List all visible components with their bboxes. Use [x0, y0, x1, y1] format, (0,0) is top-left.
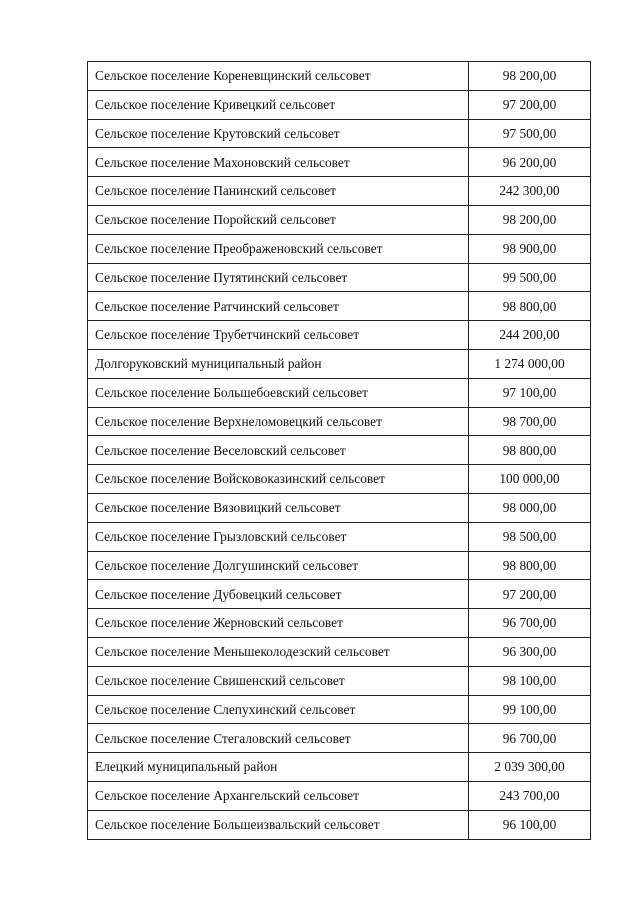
table-row: [88, 609, 591, 638]
settlement-name-cell: Сельское поселение Свишенский сельсовет: [88, 666, 469, 695]
settlement-name-cell: Сельское поселение Махоновский сельсовет: [88, 148, 469, 177]
amount-cell: 100 000,00: [469, 465, 591, 494]
table-row: [88, 781, 591, 810]
settlement-name-cell: Сельское поселение Вязовицкий сельсовет: [88, 493, 469, 522]
settlement-name-cell: Сельское поселение Грызловский сельсовет: [88, 522, 469, 551]
amount-cell: 98 800,00: [469, 551, 591, 580]
amount-cell: 96 700,00: [469, 724, 591, 753]
table-row: [88, 436, 591, 465]
amount-cell: 96 100,00: [469, 810, 591, 839]
amount-cell: 244 200,00: [469, 321, 591, 350]
amount-cell: 2 039 300,00: [469, 753, 591, 782]
table-row: [88, 465, 591, 494]
table-row: [88, 637, 591, 666]
amount-cell: 97 100,00: [469, 378, 591, 407]
amount-cell: 98 100,00: [469, 666, 591, 695]
table-row: [88, 407, 591, 436]
settlement-name-cell: Сельское поселение Жерновский сельсовет: [88, 609, 469, 638]
table-row: [88, 349, 591, 378]
table-row: [88, 378, 591, 407]
amount-cell: 98 200,00: [469, 62, 591, 91]
amount-cell: 98 800,00: [469, 436, 591, 465]
settlement-name-cell: Сельское поселение Архангельский сельсовет: [88, 781, 469, 810]
settlement-name-cell: Сельское поселение Панинский сельсовет: [88, 177, 469, 206]
settlement-name-cell: Сельское поселение Верхнеломовецкий сельсовет: [88, 407, 469, 436]
amount-cell: 98 200,00: [469, 205, 591, 234]
table-row: [88, 695, 591, 724]
amount-cell: 98 900,00: [469, 234, 591, 263]
amount-cell: 97 500,00: [469, 119, 591, 148]
settlement-name-cell: Сельское поселение Меньшеколодезский сельсовет: [88, 637, 469, 666]
amount-cell: 243 700,00: [469, 781, 591, 810]
settlement-name-cell: Сельское поселение Трубетчинский сельсовет: [88, 321, 469, 350]
settlement-name-cell: Сельское поселение Ратчинский сельсовет: [88, 292, 469, 321]
table-row: [88, 62, 591, 91]
settlement-name-cell: Сельское поселение Дубовецкий сельсовет: [88, 580, 469, 609]
settlement-name-cell: Сельское поселение Большебоевский сельсовет: [88, 378, 469, 407]
amount-cell: 99 100,00: [469, 695, 591, 724]
table-row: [88, 148, 591, 177]
amount-cell: 242 300,00: [469, 177, 591, 206]
settlement-name-cell: Сельское поселение Стегаловский сельсовет: [88, 724, 469, 753]
settlement-name-cell: Сельское поселение Поройский сельсовет: [88, 205, 469, 234]
table-body: [88, 62, 591, 840]
settlement-name-cell: Сельское поселение Веселовский сельсовет: [88, 436, 469, 465]
amount-cell: 98 800,00: [469, 292, 591, 321]
amount-cell: 98 000,00: [469, 493, 591, 522]
amount-cell: 96 700,00: [469, 609, 591, 638]
table-row: [88, 119, 591, 148]
district-name-cell: Долгоруковский муниципальный район: [88, 349, 469, 378]
table-row: [88, 177, 591, 206]
settlement-name-cell: Сельское поселение Слепухинский сельсовет: [88, 695, 469, 724]
table-row: [88, 263, 591, 292]
table-row: [88, 234, 591, 263]
settlement-name-cell: Сельское поселение Большеизвальский сельсовет: [88, 810, 469, 839]
settlement-name-cell: Сельское поселение Войсковоказинский сельсовет: [88, 465, 469, 494]
settlement-name-cell: Сельское поселение Кривецкий сельсовет: [88, 90, 469, 119]
amount-cell: 97 200,00: [469, 580, 591, 609]
settlement-name-cell: Сельское поселение Крутовский сельсовет: [88, 119, 469, 148]
settlement-name-cell: Сельское поселение Кореневщинский сельсовет: [88, 62, 469, 91]
table-row: [88, 321, 591, 350]
amount-cell: 96 300,00: [469, 637, 591, 666]
table-row: [88, 810, 591, 839]
amount-cell: 98 500,00: [469, 522, 591, 551]
table-row: [88, 205, 591, 234]
table-row: [88, 522, 591, 551]
table-row: [88, 580, 591, 609]
table-row: [88, 753, 591, 782]
table-row: [88, 493, 591, 522]
amount-cell: 97 200,00: [469, 90, 591, 119]
settlement-name-cell: Сельское поселение Долгушинский сельсовет: [88, 551, 469, 580]
table-row: [88, 90, 591, 119]
amount-cell: 98 700,00: [469, 407, 591, 436]
district-name-cell: Елецкий муниципальный район: [88, 753, 469, 782]
settlement-name-cell: Сельское поселение Преображеновский сельсовет: [88, 234, 469, 263]
allocation-table: [87, 61, 591, 840]
settlement-name-cell: Сельское поселение Путятинский сельсовет: [88, 263, 469, 292]
amount-cell: 99 500,00: [469, 263, 591, 292]
table-row: [88, 292, 591, 321]
table-row: [88, 551, 591, 580]
table-row: [88, 724, 591, 753]
amount-cell: 1 274 000,00: [469, 349, 591, 378]
amount-cell: 96 200,00: [469, 148, 591, 177]
table-row: [88, 666, 591, 695]
